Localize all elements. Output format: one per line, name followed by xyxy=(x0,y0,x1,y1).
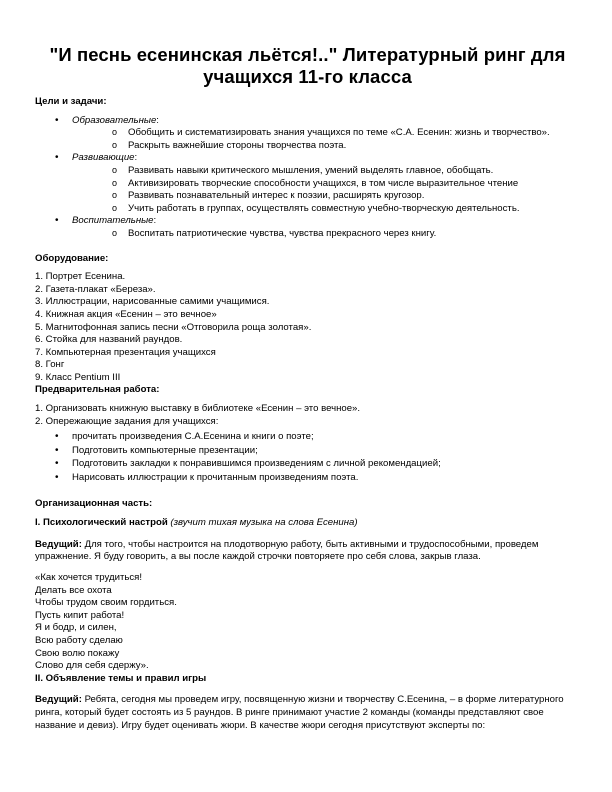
equipment-item: 7. Компьютерная презентация учащихся xyxy=(35,346,216,358)
document-body xyxy=(35,96,580,732)
goal-group-label: Развивающие xyxy=(72,152,135,164)
prelim-task: • прочитать произведения С.А.Есенина и книги о поэте; xyxy=(35,431,580,444)
poem-line: Делать все охота xyxy=(35,584,112,596)
equipment-item: 1. Портрет Есенина. xyxy=(35,271,126,283)
poem-line: Свою волю покажу xyxy=(35,647,120,659)
prelim-item: 2. Опережающие задания для учащихся: xyxy=(35,415,219,427)
poem-line: Я и бодр, и силен, xyxy=(35,622,117,634)
goal-group-educational xyxy=(35,115,580,153)
host-text: Ребята, сегодня мы проведем игру, посвященную жизни и творчеству С.Есенина, – в форме литературного ринга, который будет состоять из 5 раундов. В ринге принимают участие 2 команды (команды представляют свое название и девиз). Игру будет оценивать жюри. В качестве жюри сегодня присутствуют эксперты по: xyxy=(35,694,564,731)
equipment-item: 6. Стойка для названий раундов. xyxy=(35,334,183,346)
poem-line: «Как хочется трудиться! xyxy=(35,572,143,583)
goal-group-colon: : xyxy=(156,114,159,126)
equipment-item: 2. Газета-плакат «Береза». xyxy=(35,283,156,295)
equipment-item: 3. Иллюстрации, нарисованные самими учащимися. xyxy=(35,296,270,308)
title-line-1: "И песнь есенинская льётся!.." Литературный ринг для xyxy=(49,44,566,65)
goal-sublist xyxy=(72,127,580,152)
goal-item: o Обобщить и систематизировать знания учащихся по теме «С.А. Есенин: жизнь и творчество». xyxy=(72,127,580,140)
host-paragraph-1 xyxy=(35,539,580,564)
prelim-task: • Нарисовать иллюстрации к прочитанным произведениям поэта. xyxy=(35,472,580,485)
host-label: Ведущий: xyxy=(35,694,82,706)
poem-line: Слово для себя сдержу». xyxy=(35,660,149,672)
equipment-item: 8. Гонг xyxy=(35,359,65,371)
prelim-item: 1. Организовать книжную выставку в библиотеке «Есенин – это вечное». xyxy=(35,403,361,415)
goal-group-label: Воспитательные xyxy=(72,215,154,227)
goal-sublist xyxy=(72,228,580,241)
poem-line: Чтобы трудом своим гордиться. xyxy=(35,597,177,609)
goal-item: o Учить работать в группах, осуществлять совместную учебно-творческую деятельность. xyxy=(72,203,580,216)
poem-line: Всю работу сделаю xyxy=(35,634,123,646)
goal-group-upbringing xyxy=(35,215,580,240)
part1-note: (звучит тихая музыка на слова Есенина) xyxy=(170,517,358,529)
goal-item: o Воспитать патриотические чувства, чувства прекрасного через книгу. xyxy=(72,228,580,241)
part1-title: I. Психологический настрой xyxy=(35,517,168,529)
goal-sublist xyxy=(72,165,580,215)
goal-item: o Раскрыть важнейшие стороны творчества поэта. xyxy=(72,140,580,153)
host-text: Для того, чтобы настроится на плодотворную работу, быть активными и трудоспособными, проведем упражнение. Я буду говорить, а вы после каждой строчки повторяете про себя слова, закрыв глаза. xyxy=(35,538,539,563)
poem xyxy=(35,572,580,673)
poem-line: Пусть кипит работа! xyxy=(35,609,125,621)
host-paragraph-2 xyxy=(35,694,580,732)
prelim-task: • Подготовить закладки к понравившимся произведениям с личной рекомендацией; xyxy=(35,458,580,471)
page-title xyxy=(35,0,580,88)
equipment-list xyxy=(35,271,580,384)
goal-item: o Активизировать творческие способности учащихся, в том числе выразительное чтение xyxy=(72,178,580,191)
goal-group-label: Образовательные xyxy=(72,114,157,126)
equipment-item: 4. Книжная акция «Есенин – это вечное» xyxy=(35,308,217,320)
goal-item: o Развивать навыки критического мышления, умений выделять главное, обобщать. xyxy=(72,165,580,178)
goal-group-colon: : xyxy=(153,215,157,227)
equipment-item: 5. Магнитофонная запись песни «Отговорила роща золотая». xyxy=(35,321,312,333)
goal-group-developing xyxy=(35,152,580,215)
title-line-2: учащихся 11-го класса xyxy=(203,66,412,87)
prelim-task-list xyxy=(35,431,580,484)
equipment-item: 9. Класс Pentium III xyxy=(35,371,121,383)
part2-title: II. Объявление темы и правил игры xyxy=(35,672,207,684)
prelim-list xyxy=(35,403,580,428)
goal-item: o Развивать познавательный интерес к поэзии, расширять кругозор. xyxy=(72,190,580,203)
goals-heading: Цели и задачи: xyxy=(35,96,107,107)
host-label: Ведущий: xyxy=(35,538,82,550)
org-heading: Организационная часть: xyxy=(35,497,153,509)
goal-group-colon: : xyxy=(134,152,138,164)
part1-heading xyxy=(35,517,580,530)
prelim-task: • Подготовить компьютерные презентации; xyxy=(35,445,580,458)
equipment-heading: Оборудование: xyxy=(35,252,109,264)
goals-list xyxy=(35,115,580,241)
prelim-heading: Предварительная работа: xyxy=(35,384,160,396)
